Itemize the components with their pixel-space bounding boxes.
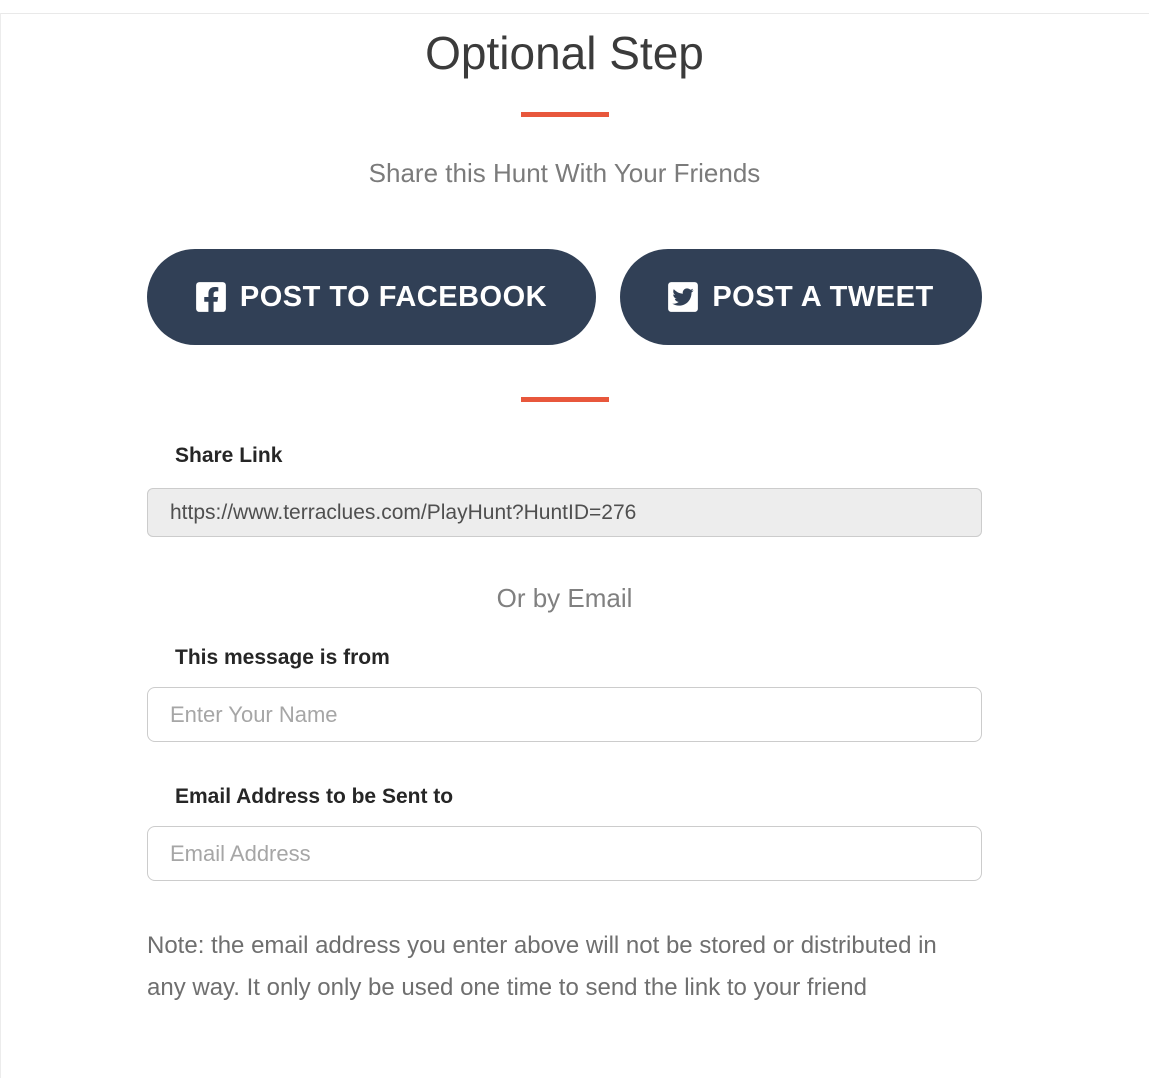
post-a-tweet-button[interactable]	[620, 249, 982, 345]
share-subtitle: Share this Hunt With Your Friends	[368, 158, 761, 188]
facebook-button-label: POST TO FACEBOOK	[239, 280, 548, 313]
recipient-email-input[interactable]	[147, 826, 982, 881]
top-divider	[1, 13, 1149, 14]
share-link-label: Share Link	[175, 444, 283, 467]
privacy-note: Note: the email address you enter above will not be stored or distributed in any way. It only only be used one time to send the link to your friend	[147, 932, 937, 1001]
accent-divider	[521, 112, 609, 117]
facebook-square-icon	[196, 280, 226, 314]
twitter-square-icon	[668, 280, 698, 314]
optional-step-panel	[147, 24, 982, 1009]
twitter-button-label: POST A TWEET	[712, 280, 934, 313]
post-to-facebook-button[interactable]	[147, 249, 596, 345]
share-link-input[interactable]	[147, 488, 982, 537]
page-title: Optional Step	[425, 27, 704, 79]
social-buttons-row	[147, 249, 982, 345]
or-by-email-heading: Or by Email	[496, 583, 633, 613]
sender-name-input[interactable]	[147, 687, 982, 742]
message-from-label: This message is from	[175, 646, 390, 669]
email-to-label: Email Address to be Sent to	[175, 785, 454, 808]
accent-divider	[521, 397, 609, 402]
